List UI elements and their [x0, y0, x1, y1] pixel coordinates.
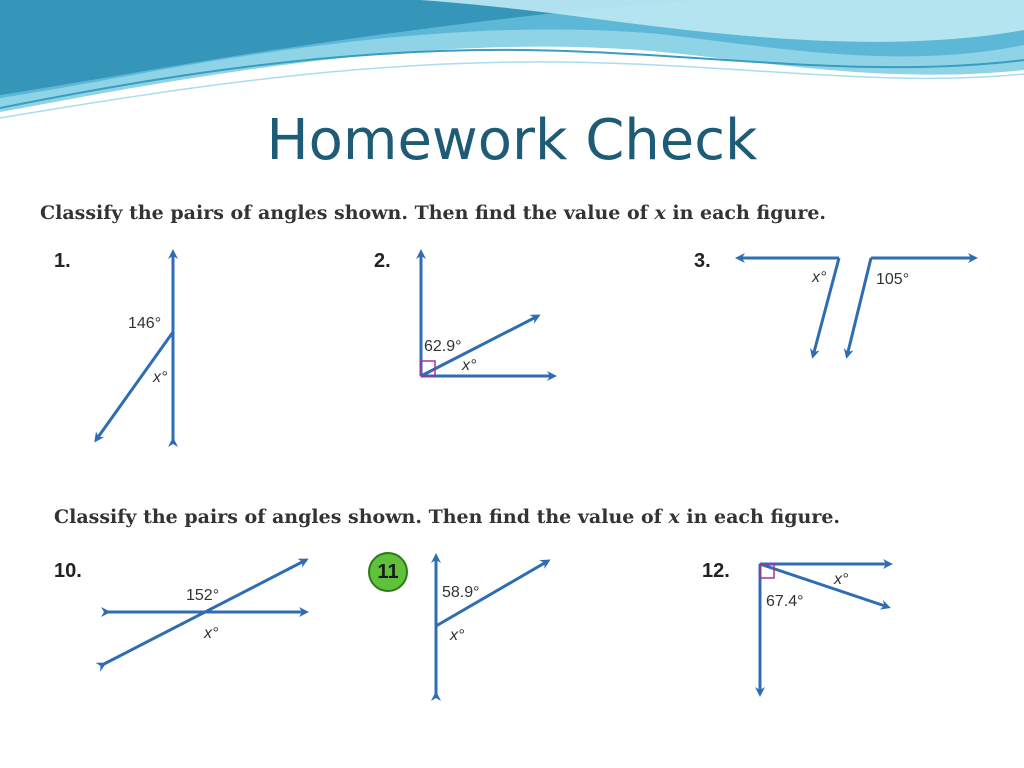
angle-label-2: 62.9°	[424, 338, 462, 355]
instruction-text-bottom: Classify the pairs of angles shown. Then find the value of x in each figure.	[54, 506, 841, 528]
x-label-12: x°	[834, 571, 849, 588]
angle-label-3: 105°	[876, 271, 910, 288]
angle-label-10: 152°	[186, 587, 220, 604]
angle-label-1: 146°	[128, 315, 162, 332]
x-label-11: x°	[450, 627, 465, 644]
instruction-text-top: Classify the pairs of angles shown. Then find the value of x in each figure.	[40, 202, 827, 224]
problem-number-11-badge: 11	[368, 552, 408, 592]
problem-number-1: 1.	[54, 250, 71, 272]
x-label-10: x°	[204, 625, 219, 642]
slide-title: Homework Check	[266, 108, 758, 173]
problem-number-3: 3.	[694, 250, 711, 272]
x-label-3: x°	[812, 269, 827, 286]
problem-number-10: 10.	[54, 560, 82, 582]
problem-number-12: 12.	[702, 560, 730, 582]
angle-label-11: 58.9°	[442, 584, 480, 601]
problem-number-2: 2.	[374, 250, 391, 272]
x-label-1: x°	[153, 369, 168, 386]
x-label-2: x°	[462, 357, 477, 374]
angle-label-12: 67.4°	[766, 593, 804, 610]
